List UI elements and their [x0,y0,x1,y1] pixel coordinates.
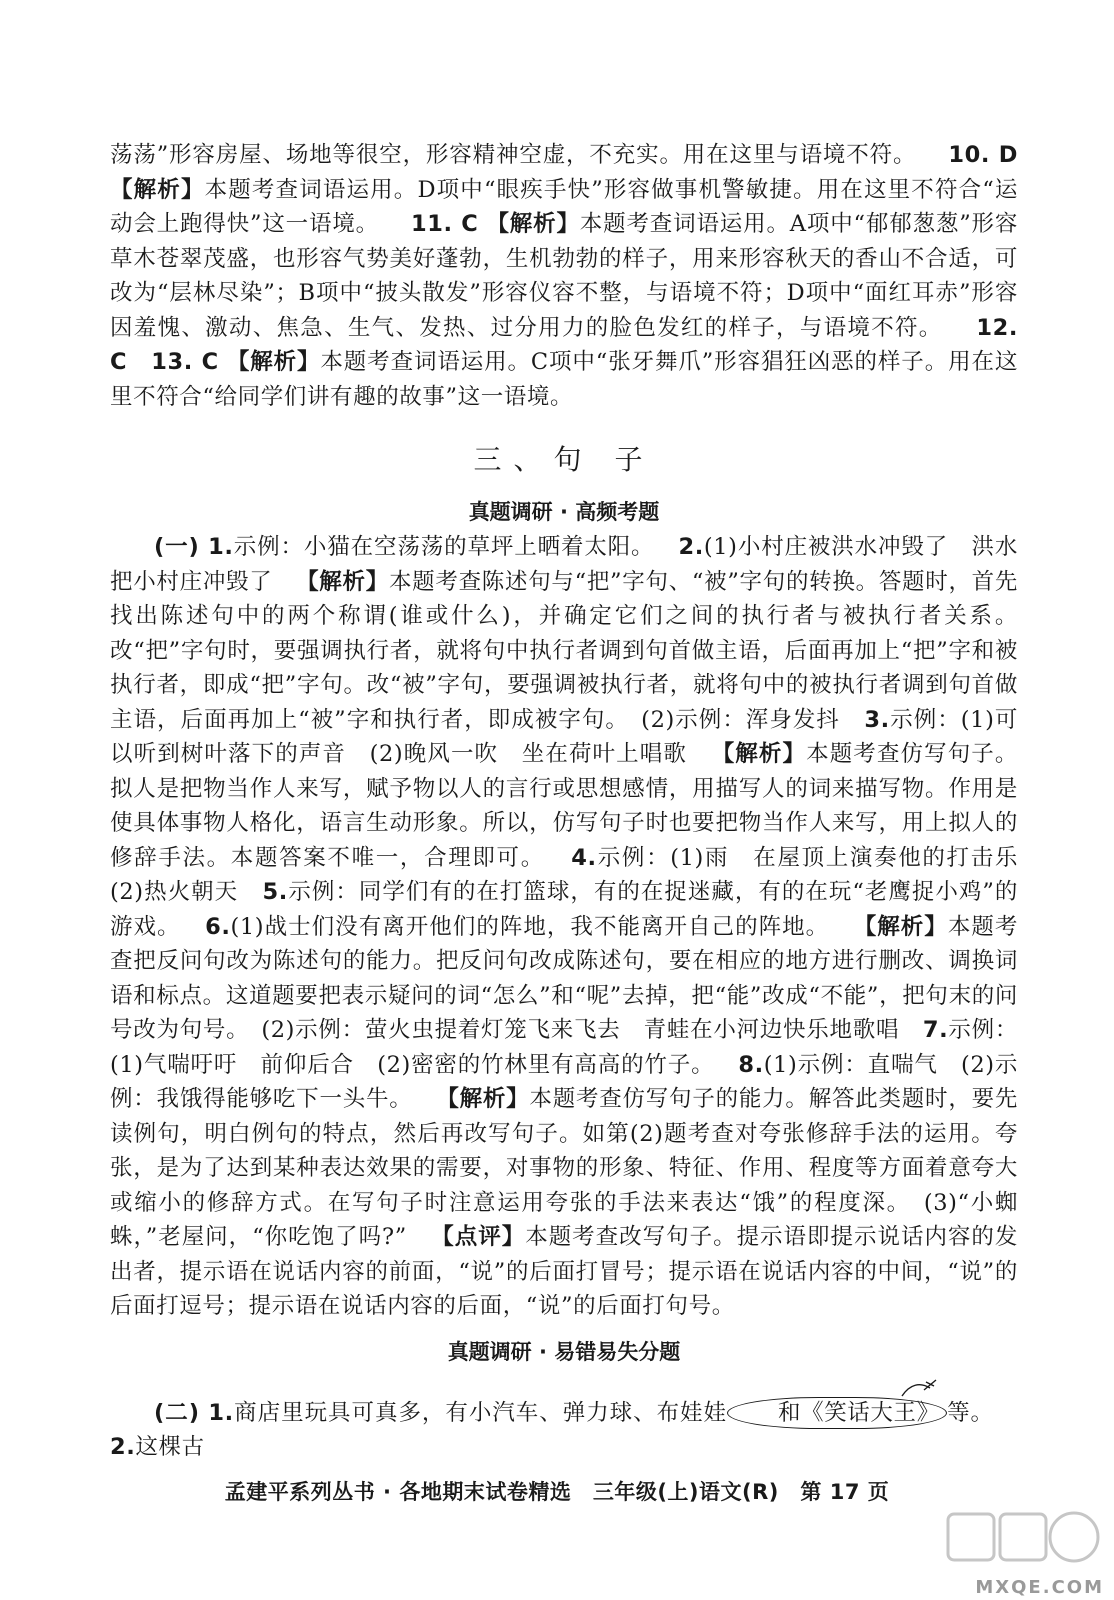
question-number: 6. [205,913,231,940]
answer-text: 本题考查陈述句与“把”字句、“被”字句的转换。答题时，首先找出陈述句中的两个称谓(谁或什么)，并确定它们之间的执行者与被执行者关系。改“把”字句时，要强调执行者，就将句中执行者调到句首做主语，后面再加上“把”字和被执行者，即成“把”字句。改“被”字句，要强调被执行者，就将句中的被执行者调到句首做主语，后面再加上“被”字和执行者，即成被字句。 (2)示例：浑身发抖 [110,568,1018,733]
question-number: 12. C [110,314,1018,375]
answer-text: (1)战士们没有离开他们的阵地，我不能离开自己的阵地。 [230,913,830,940]
text-segment: 本题考查词语运用。A项中“郁郁葱葱”形容草木苍翠茂盛，也形容气势美好蓬勃，生机勃勃的样子，用来形容秋天的香山不合适，可改为“层林尽染”；B项中“披头散发”形容仪容不整，与语境不符；D项中“面红耳赤”形容因羞愧、激动、焦急、生气、发热、过分用力的脸色发红的样子，与语境不符。 [110,211,1018,341]
answer-text: 本题考查改写句子。提示语即提示说话内容的发出者，提示语在说话内容的前面，“说”的后面打冒号；提示语在说话内容的中间，“说”的后面打逗号；提示语在说话内容的后面，“说”的后面打句号。 [110,1224,1018,1319]
question-number: (一) 1. [154,534,234,560]
answer-text: 本题考查仿写句子的能力。解答此类题时，要先读例句，明白例句的特点，然后再改写句子。如第(2)题考查对夸张修辞手法的运用。夸张，是为了达到某种表达效果的需要，对事物的形象、特征、作用、程度等方面着意夸大或缩小的修辞方式。在写句子时注意运用夸张的手法来表达“饿”的程度深。 (3)“小蜘蛛，”老屋问，“你吃饱了吗?” [110,1086,1018,1250]
analysis-tag: 【解析】 [296,568,389,595]
question-number: 3. [864,706,890,733]
answer-text: 示例：同学们有的在打篮球，有的在捉迷藏，有的在玩“老鹰捉小鸡”的游戏。 [110,879,1018,940]
comment-tag: 【点评】 [431,1224,526,1250]
analysis-tag: 【解析】 [226,349,321,375]
circled-phrase: 和《笑话大王》 [778,1399,940,1426]
question-number: 4. [571,844,597,871]
question-number: 10. D [948,142,1018,168]
handwritten-mark-icon [900,1378,940,1398]
answer-text: 商店里玩具可真多，有小汽车、弹力球、布娃娃 [233,1399,727,1426]
section-title: 三、句 子 [473,443,655,476]
question-number: 8. [738,1051,764,1078]
analysis-tag: 【解析】 [853,913,948,940]
answer-text: 示例：(1)气喘吁吁 前仰后合 (2)密密的竹林里有高高的竹子。 [110,1017,1018,1078]
analysis-tag: 【解析】 [486,211,580,237]
subtitle-error-prone: 真题调研 · 易错易失分题 [447,1339,681,1364]
circled-text [727,1397,947,1429]
question-number: 11. C [410,211,479,237]
answer-text: 示例：(1)可以听到树叶落下的声音 (2)晚风一吹 坐在荷叶上唱歌 [110,706,1018,767]
question-number: 5. [262,879,288,905]
analysis-tag: 【解析】 [436,1086,530,1112]
answer-text: 这棵古 [135,1434,205,1460]
text-segment: 荡荡”形容房屋、场地等很空，形容精神空虚，不充实。用在这里与语境不符。 [110,142,917,168]
answer-page [110,138,1042,1465]
text-segment: 本题考查词语运用。C项中“张牙舞爪”形容猖狂凶恶的样子。用在这里不符合“给同学们讲有趣的故事”这一语境。 [110,349,1018,410]
answer-text: (1)小村庄被洪水冲毁了 洪水把小村庄冲毁了 [110,534,1018,595]
answer-text: 示例：(1)雨 在屋顶上演奏他的打击乐 (2)热火朝天 [110,844,1042,905]
answer-text: 本题考查把反问句改为陈述句的能力。把反问句改成陈述句，要在相应的地方进行删改、调换词语和标点。这道题要把表示疑问的词“怎么”和“呢”去掉，把“能”改成“不能”，把句末的问号改为句号。 (2)示例：萤火虫提着灯笼飞来飞去 青蛙在小河边快乐地歌唱 [110,913,1018,1043]
answer-text: 示例：小猫在空荡荡的草坪上晒着太阳。 [233,534,655,560]
analysis-tag: 【解析】 [110,176,205,203]
page-footer: 孟建平系列丛书 · 各地期末试卷精选 三年级(上)语文(R) 第 17 页 [224,1480,890,1504]
paragraph-error-prone-answers [110,1396,1018,1465]
question-number: 13. C [151,349,219,375]
watermark-text: MXQE.COM [975,1577,1104,1598]
answer-text: (1)示例：直喘气 (2)示例：我饿得能够吃下一头牛。 [110,1051,1018,1112]
subtitle-high-frequency: 真题调研 · 高频考题 [468,500,660,524]
question-number: 7. [922,1017,949,1043]
analysis-tag: 【解析】 [711,741,807,767]
answer-text: 等。 [946,1399,995,1426]
paragraph-vocabulary-answers [110,138,1018,414]
text-segment: 本题考查词语运用。D项中“眼疾手快”形容做事机警敏捷。用在这里不符合“运动会上跑得快”这一语境。 [110,176,1018,237]
answer-text: 本题考查仿写句子。拟人是把物当作人来写，赋予物以人的言行或思想感情，用描写人的词来描写物。作用是使具体事物人格化，语言生动形象。所以，仿写句子时也要把物当作人来写，用上拟人的修辞手法。本题答案不唯一，合理即可。 [110,741,1018,871]
question-number: 2. [110,1434,136,1460]
question-number: (二) 1. [154,1399,234,1426]
paragraph-sentence-answers [110,530,1042,1324]
question-number: 2. [678,534,704,560]
